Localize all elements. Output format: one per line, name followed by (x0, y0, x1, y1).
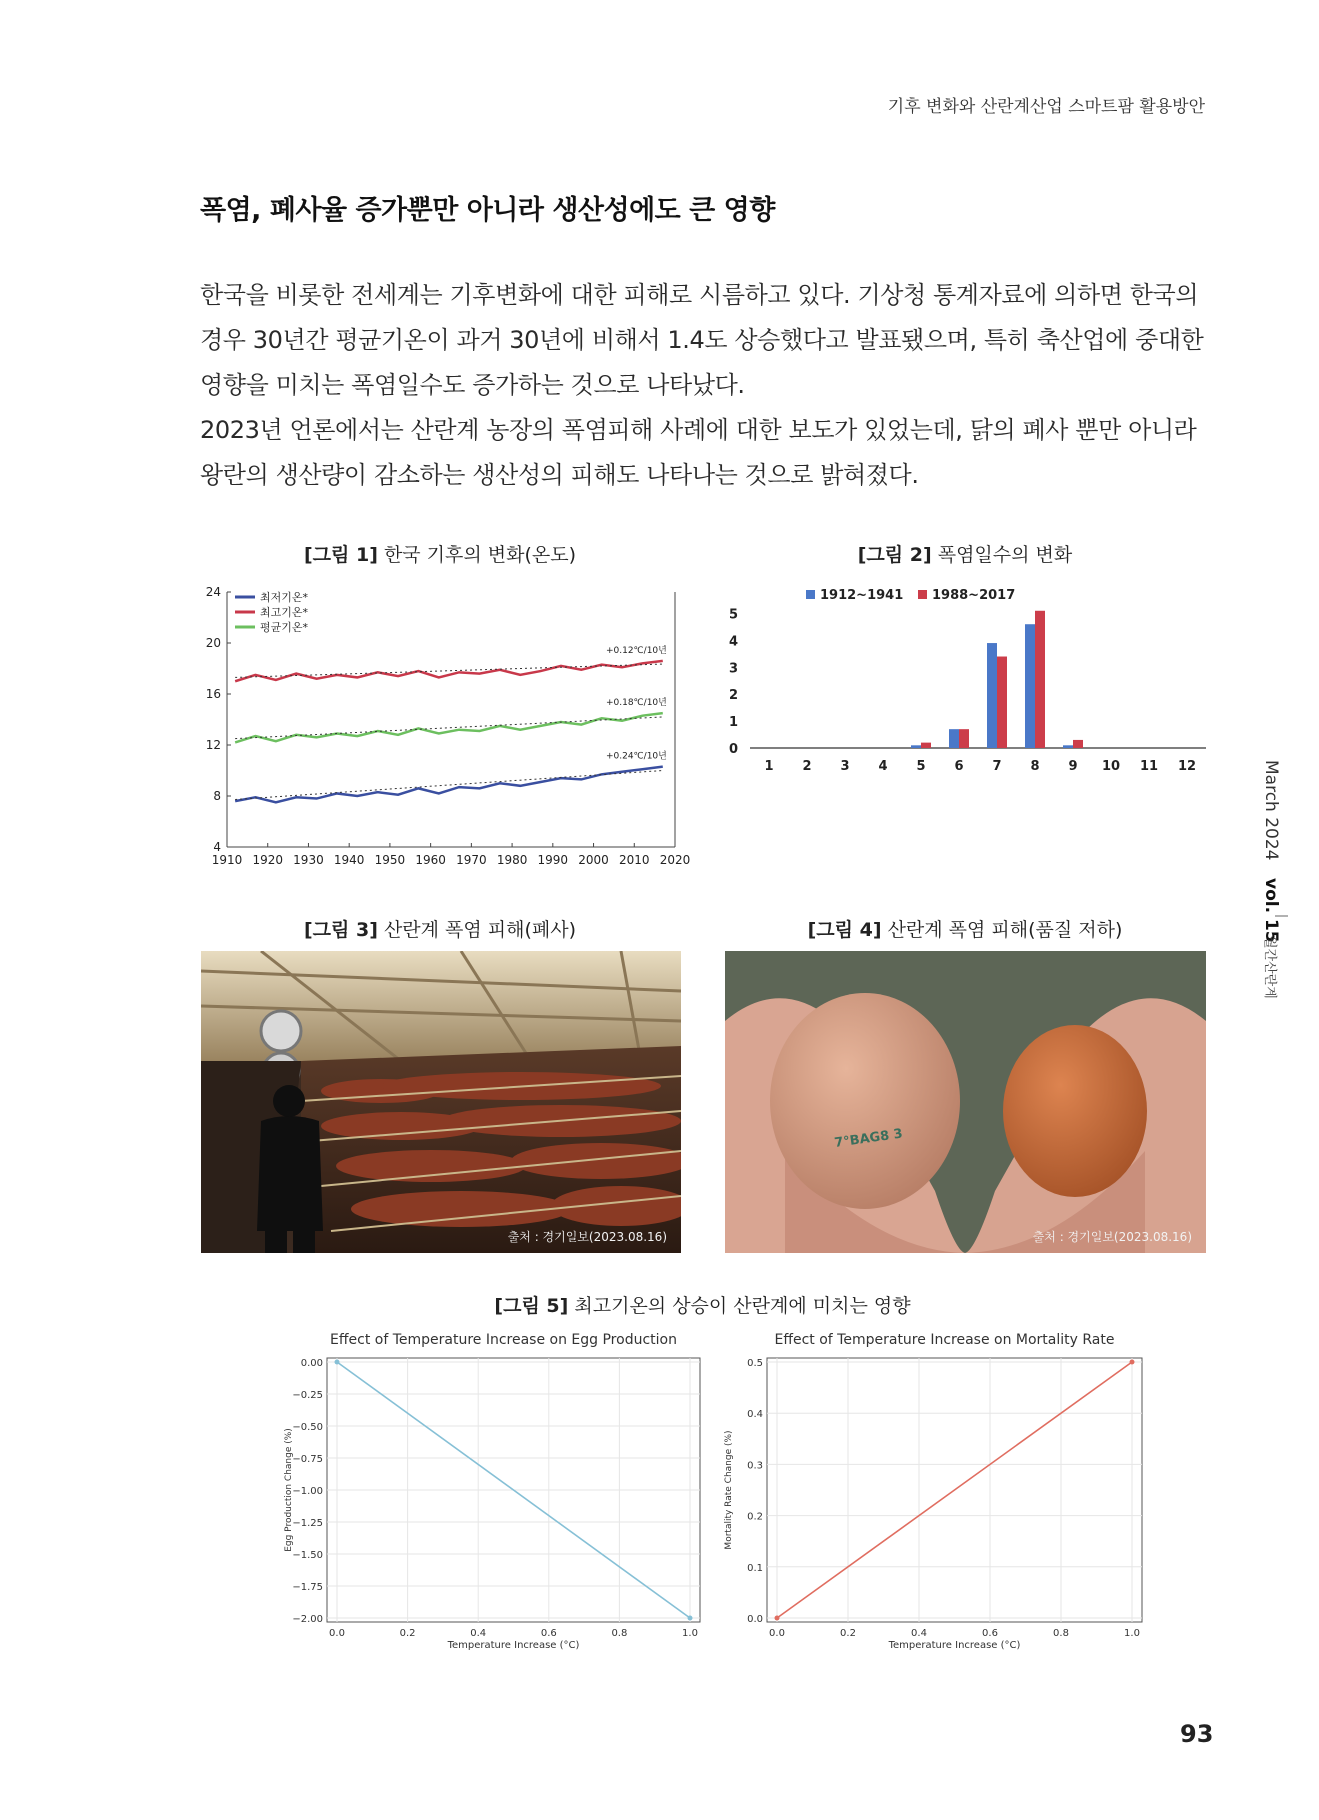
data-point (775, 1616, 780, 1621)
x-tick-label: 0.2 (399, 1628, 416, 1639)
trend-label-1: +0.24℃/10년 (605, 751, 667, 762)
data-point (688, 1616, 693, 1621)
figure-4-label: [그림 4] (807, 919, 882, 941)
sidebar-magazine: 월간산란계 (1262, 936, 1277, 999)
figure-3-caption-text: 산란계 폭염 피해(폐사) (383, 919, 577, 941)
x-tick-label: 1910 (211, 853, 243, 867)
legend-swatch-2 (918, 590, 927, 599)
legend-label-2: 1988~2017 (932, 588, 1016, 603)
y-tick-label: −1.50 (292, 1550, 323, 1561)
henhouse-illustration (201, 951, 681, 1253)
legend-label-3: 평균기온* (260, 621, 309, 634)
x-tick-label: 1990 (537, 853, 569, 867)
paragraph-2: 2023년 언론에서는 산란계 농장의 폭염피해 사례에 대한 보도가 있었는데, 닭의 폐사 뿐만 아니라 왕란의 생산량이 감소하는 생산성의 피해도 나타나는 것으로 밝혀졌다. (200, 416, 1197, 489)
y-axis-label: Egg Production Change (%) (284, 1428, 294, 1552)
y-axis-label: Mortality Rate Change (%) (724, 1430, 734, 1550)
y-tick-label: −1.00 (292, 1486, 323, 1497)
data-point (1130, 1360, 1135, 1365)
y-tick-label: 0.1 (747, 1562, 763, 1574)
figure-1-label: [그림 1] (303, 544, 378, 566)
running-header: 기후 변화와 산란계산업 스마트팜 활용방안 (887, 97, 1205, 117)
y-tick-label: 0 (728, 742, 738, 757)
y-tick-label: 0.00 (300, 1358, 323, 1369)
y-tick-label: 2 (728, 688, 738, 704)
x-tick-label: 10 (1101, 759, 1121, 774)
x-tick-label: 2000 (578, 853, 609, 867)
x-tick-label: 6 (954, 759, 964, 774)
y-tick-label: −0.75 (292, 1454, 323, 1465)
sidebar-volume: vol. 15 (1261, 878, 1281, 943)
x-tick-label: 0.6 (982, 1628, 998, 1639)
series-line-1 (235, 767, 663, 803)
bar-2-month-7 (997, 657, 1007, 748)
x-tick-label: 1920 (252, 853, 284, 867)
eggs-illustration (725, 951, 1206, 1253)
bar-1-month-5 (911, 745, 921, 748)
x-tick-label: 4 (878, 759, 888, 774)
issue-sidebar (1258, 758, 1288, 1018)
y-tick-label: 24 (205, 585, 221, 599)
chart-title: Effect of Temperature Increase on Mortality Rate (774, 1332, 1115, 1348)
series-line (777, 1362, 1132, 1618)
y-tick-label: 3 (728, 661, 738, 677)
section-title: 폭염, 폐사율 증가뿐만 아니라 생산성에도 큰 영향 (200, 195, 775, 226)
figure-2-label: [그림 2] (857, 544, 932, 566)
x-tick-label: 2020 (659, 853, 690, 867)
figure-4-source: 출처 : 경기일보(2023.08.16) (1032, 1230, 1192, 1244)
legend-swatch-1 (806, 590, 815, 599)
y-tick-label: −0.25 (292, 1390, 323, 1401)
x-tick-label: 2010 (618, 853, 650, 867)
x-tick-label: 11 (1139, 759, 1159, 774)
x-tick-label: 0.2 (840, 1628, 856, 1639)
bar-1-month-9 (1063, 745, 1073, 748)
y-tick-label: −2.00 (292, 1614, 323, 1625)
x-tick-label: 0.4 (911, 1628, 927, 1639)
figure-1-caption-text: 한국 기후의 변화(온도) (383, 544, 577, 566)
data-point (335, 1360, 340, 1365)
x-tick-label: 1970 (456, 853, 487, 867)
chart-title: Effect of Temperature Increase on Egg Production (330, 1332, 677, 1348)
y-tick-label: 16 (205, 687, 221, 701)
bar-2-month-6 (959, 729, 969, 748)
y-tick-label: 5 (728, 607, 738, 623)
x-tick-label: 2 (802, 759, 812, 774)
bar-2-month-9 (1073, 740, 1083, 748)
figure-4-caption (725, 915, 1205, 942)
x-tick-label: 1930 (293, 853, 324, 867)
figure-5-label: [그림 5] (494, 1295, 569, 1317)
x-tick-label: 0.8 (1053, 1628, 1069, 1639)
x-tick-label: 8 (1030, 759, 1040, 774)
y-tick-label: −0.50 (292, 1422, 323, 1433)
bar-1-month-8 (1025, 624, 1035, 748)
y-tick-label: 4 (728, 634, 738, 650)
x-tick-label: 1950 (374, 853, 406, 867)
y-tick-label: 12 (205, 738, 221, 752)
x-tick-label: 1.0 (1124, 1628, 1140, 1639)
x-tick-label: 3 (840, 759, 850, 774)
legend-label-1: 최저기온* (260, 591, 309, 604)
figure-2-caption (725, 540, 1205, 567)
x-tick-label: 1.0 (682, 1628, 698, 1639)
figure-1-caption (200, 540, 680, 567)
bar-2-month-8 (1035, 611, 1045, 748)
bar-1-month-7 (987, 643, 997, 748)
x-tick-label: 1940 (333, 853, 365, 867)
x-tick-label: 0.6 (540, 1628, 557, 1639)
trend-label-2: +0.12℃/10년 (605, 645, 667, 656)
legend-label-1: 1912~1941 (820, 588, 904, 603)
y-tick-label: 20 (205, 636, 221, 650)
series-line-3 (235, 713, 663, 742)
figure-3-caption (200, 915, 680, 942)
x-tick-label: 0.8 (611, 1628, 628, 1639)
figure-5-caption-text: 최고기온의 상승이 산란계에 미치는 영향 (574, 1295, 911, 1317)
figure-3-label: [그림 3] (303, 919, 378, 941)
x-tick-label: 0.0 (329, 1628, 345, 1639)
sidebar-issue: March 2024 (1261, 760, 1281, 861)
figure-2-caption-text: 폭염일수의 변화 (937, 544, 1073, 566)
x-tick-label: 0.0 (769, 1628, 785, 1639)
figure-3-source: 출처 : 경기일보(2023.08.16) (507, 1230, 667, 1244)
y-tick-label: 1 (728, 715, 738, 731)
x-tick-label: 0.4 (470, 1628, 487, 1639)
trend-label-3: +0.18℃/10년 (605, 698, 667, 709)
svg-text:7°BAG8 3: 7°BAG8 3 (833, 1126, 904, 1151)
x-tick-label: 1 (764, 759, 774, 774)
x-tick-label: 1980 (496, 853, 528, 867)
x-tick-label: 7 (992, 759, 1002, 774)
y-tick-label: −1.75 (292, 1582, 323, 1593)
y-tick-label: 0.3 (747, 1460, 763, 1472)
egg-production-line-chart (255, 1328, 730, 1668)
y-tick-label: 8 (213, 789, 221, 803)
figure-5-caption (200, 1291, 1205, 1318)
series-line-2 (235, 661, 663, 681)
x-tick-label: 5 (916, 759, 926, 774)
paragraph-1: 한국을 비롯한 전세계는 기후변화에 대한 피해로 시름하고 있다. 기상청 통계자료에 의하면 한국의 경우 30년간 평균기온이 과거 30년에 비해서 1.4도 상승했다고 발표됐으며, 특히 축산업에 중대한 영향을 미치는 폭염일수도 증가하는 것으로 나타났다. (200, 281, 1204, 399)
y-tick-label: 4 (213, 840, 221, 854)
figure-4-caption-text: 산란계 폭염 피해(품질 저하) (887, 919, 1123, 941)
henhouse-photo (201, 951, 681, 1253)
x-tick-label: 1960 (415, 853, 446, 867)
eggs-photo (725, 951, 1206, 1253)
body-text (200, 273, 1205, 498)
page-number: 93 (1180, 1720, 1214, 1748)
y-tick-label: 0.4 (747, 1409, 763, 1421)
bar-1-month-6 (949, 729, 959, 748)
legend-label-2: 최고기온* (260, 606, 309, 619)
x-axis-label: Temperature Increase (°C) (888, 1640, 1021, 1651)
y-tick-label: 0.5 (747, 1358, 763, 1369)
x-tick-label: 9 (1068, 759, 1078, 774)
temperature-line-chart (205, 580, 690, 880)
y-tick-label: −1.25 (292, 1518, 323, 1529)
x-tick-label: 12 (1177, 759, 1197, 774)
y-tick-label: 0.2 (747, 1511, 763, 1523)
bar-2-month-5 (921, 743, 931, 748)
mortality-rate-line-chart (710, 1328, 1170, 1668)
heatwave-days-bar-chart (722, 580, 1210, 780)
x-axis-label: Temperature Increase (°C) (447, 1640, 580, 1651)
y-tick-label: 0.0 (747, 1614, 763, 1625)
